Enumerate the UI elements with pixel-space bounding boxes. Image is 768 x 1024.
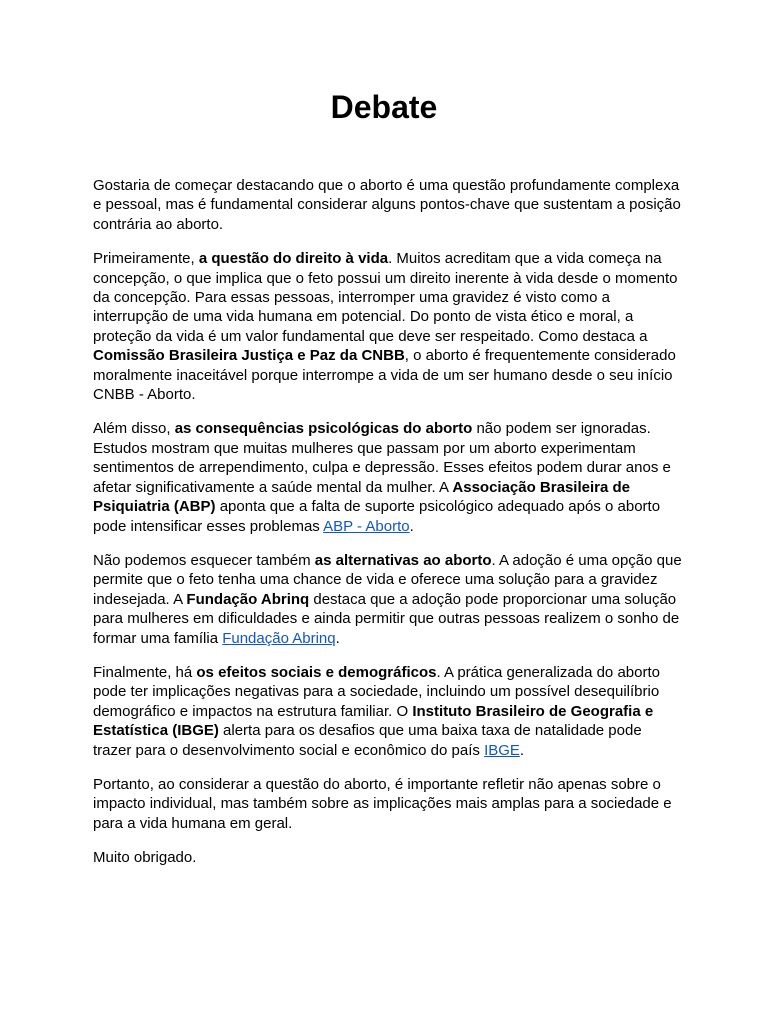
paragraph-closing <box>93 848 683 867</box>
paragraph-right-to-life <box>93 249 683 404</box>
paragraph-text: . <box>519 741 525 759</box>
paragraph-text: . A prática generalizada do aborto pode ter implicações negativas para a sociedade, incluindo um possível desequilíbrio demográfico e impactos na estrutura familiar. O <box>93 663 660 720</box>
document-title: Debate <box>330 89 438 125</box>
paragraph-text: . <box>335 629 340 647</box>
paragraph-text: não podem ser ignoradas. Estudos mostram que muitas mulheres que passam por um aborto experimentam sentimentos de arrependimento, culpa e depressão. Esses efeitos podem durar anos e afetar significativamente a saúde mental da mulher. A <box>93 420 671 496</box>
bold-phrase: Fundação Abrinq <box>186 590 310 608</box>
paragraph-text: . A adoção é uma opção que permite que o feto tenha uma chance de vida e oferece uma solução para a gravidez indesejada. A <box>93 551 682 608</box>
document-body <box>93 176 683 883</box>
bold-phrase: a questão do direito à vida <box>198 250 389 268</box>
link-abp[interactable]: ABP - Aborto <box>323 517 410 535</box>
paragraph-text: Muito obrigado. <box>93 849 197 867</box>
bold-phrase: as alternativas ao aborto <box>314 551 492 569</box>
paragraph-text: destaca que a adoção pode proporcionar uma solução para mulheres em dificuldades e ainda permitir que outras pessoas realizem o sonho de formar uma família <box>93 590 680 647</box>
paragraph-text: . Muitos acreditam que a vida começa na concepção, o que implica que o feto possui um direito inerente à vida desde o momento da concepção. Para essas pessoas, interromper uma gravidez é visto como a interrupção de uma vida humana em potencial. Do ponto de vista ético e moral, a proteção da vida é um valor fundamental que deve ser respeitado. Como destaca a <box>93 250 678 345</box>
bold-phrase: Comissão Brasileira Justiça e Paz da CNBB <box>93 347 405 365</box>
paragraph-text: Gostaria de começar destacando que o aborto é uma questão profundamente complexa e pessoal, mas é fundamental considerar alguns pontos-chave que sustentam a posição contrária ao aborto. <box>93 177 681 233</box>
link-fundacao-abrinq[interactable]: Fundação Abrinq <box>222 629 336 647</box>
bold-phrase: os efeitos sociais e demográficos <box>196 663 437 681</box>
link-ibge[interactable]: IBGE <box>484 741 520 759</box>
paragraph-text: aponta que a falta de suporte psicológico adequado após o aborto pode intensificar esses problemas <box>93 498 661 535</box>
paragraph-alternatives <box>93 551 683 648</box>
paragraph-intro <box>93 176 683 234</box>
paragraph-text: Não podemos esquecer também <box>93 551 315 569</box>
paragraph-conclusion <box>93 775 683 833</box>
paragraph-text: alerta para os desafios que uma baixa taxa de natalidade pode trazer para o desenvolvimento social e econômico do país <box>93 722 642 759</box>
paragraph-text: . <box>409 517 414 535</box>
paragraph-psychological <box>93 419 683 535</box>
paragraph-text: Além disso, <box>93 420 175 438</box>
bold-phrase: as consequências psicológicas do aborto <box>174 420 473 438</box>
bold-phrase: Instituto Brasileiro de Geografia e Estatística (IBGE) <box>93 702 654 740</box>
paragraph-text: Finalmente, há <box>93 663 197 681</box>
paragraph-text: , o aborto é frequentemente considerado moralmente inaceitável porque interrompe a vida de um ser humano desde o seu início CNBB - Aborto. <box>93 347 676 404</box>
paragraph-social-effects <box>93 663 683 760</box>
paragraph-text: Primeiramente, <box>93 250 199 268</box>
paragraph-text: Portanto, ao considerar a questão do aborto, é importante refletir não apenas sobre o impacto individual, mas também sobre as implicações mais amplas para a sociedade e para a vida humana em geral. <box>93 775 672 832</box>
bold-phrase: Associação Brasileira de Psiquiatria (ABP) <box>93 478 630 516</box>
